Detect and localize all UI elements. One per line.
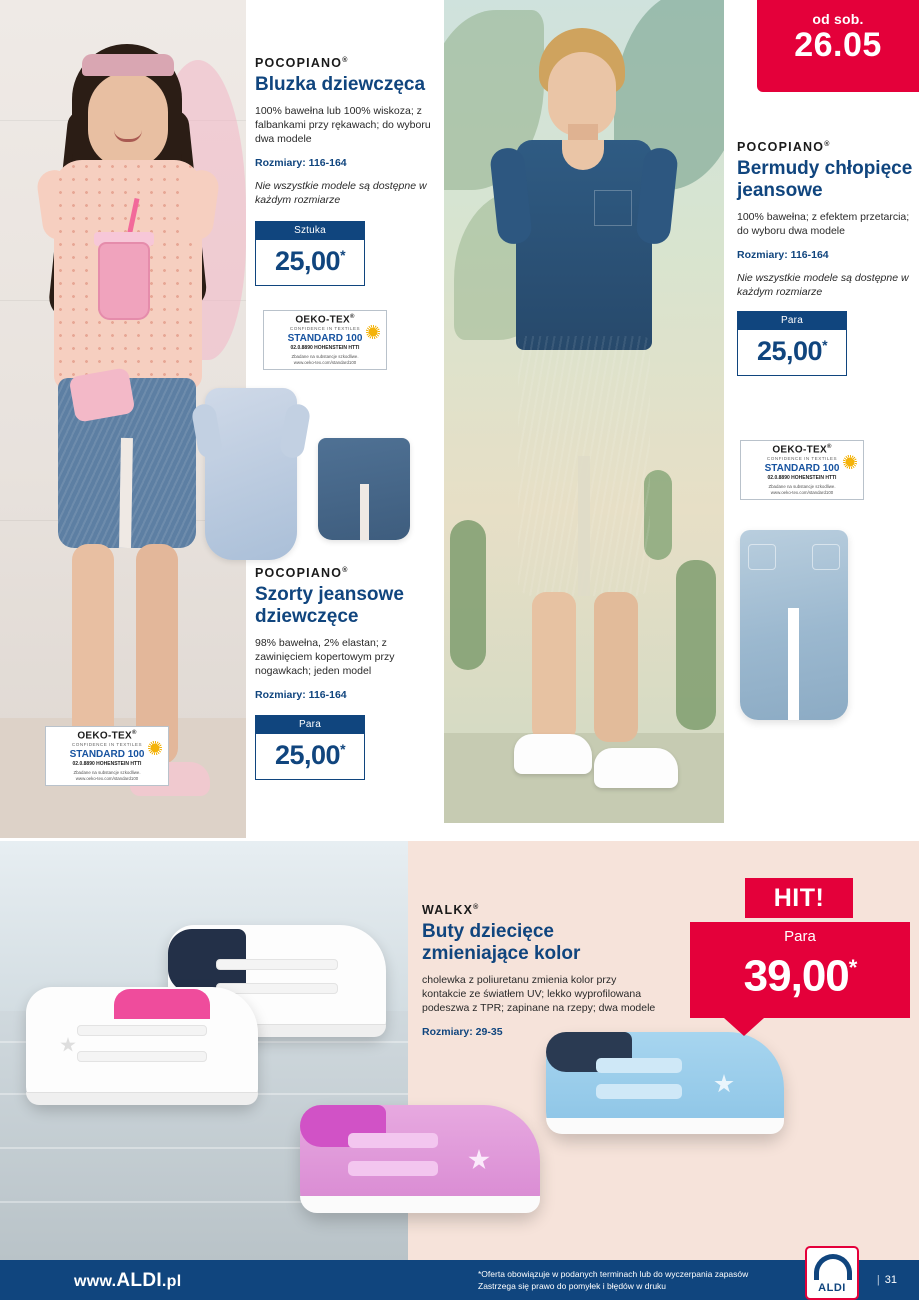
photo-boy [444,0,724,823]
product-image-bluzka [205,388,297,560]
sun-icon [366,325,380,339]
date-badge [757,0,919,92]
product-sizes: Rozmiary: 29-35 [422,1026,503,1038]
shoe-pink [300,1105,540,1213]
price-value: 39,00* [743,951,857,1001]
legal-text: *Oferta obowiązuje w podanych terminach lub do wyczerpania zapasów Zastrzega się prawo do pomyłek i błędów w druku [478,1269,749,1291]
price-value: 25,00* [738,330,846,375]
price-box-buty [690,922,910,1018]
product-image-bermudy [740,530,848,720]
price-unit: Para [784,928,816,945]
product-note: Nie wszystkie modele są dostępne w każdym rozmiarze [737,272,909,298]
sun-icon [148,741,162,755]
sunglasses-icon [82,54,174,76]
hit-badge: HIT! [745,878,853,918]
price-unit: Para [256,716,364,734]
product-title: Buty dziecięce zmieniające kolor [422,921,581,964]
price-box-szorty [255,715,365,780]
product-sizes: Rozmiary: 116-164 [737,249,829,261]
aldi-logo: ALDI [805,1246,859,1300]
price-value: 25,00* [256,240,364,285]
brand-label: POCOPIANO® [255,566,349,580]
page-footer [0,1260,919,1300]
product-bermudy [737,140,913,376]
price-unit: Para [738,312,846,330]
page-number: | 31 [876,1274,897,1286]
product-image-szorty [318,438,410,540]
shoe-white-front [26,987,258,1105]
price-value: 25,00* [256,734,364,779]
product-note: Nie wszystkie modele są dostępne w każdym rozmiarze [255,180,427,206]
product-title: Bluzka dziewczęca [255,74,426,95]
product-description: 100% bawełna; z efektem przetarcia; do wyboru dwa modele [737,211,910,237]
shoe-blue [546,1032,784,1134]
sun-icon [843,455,857,469]
date-value: 26.05 [794,26,882,64]
panel-boy-products [444,0,919,838]
product-sizes: Rozmiary: 116-164 [255,157,347,169]
oeko-tex-badge: OEKO-TEX® CONFIDENCE IN TEXTILES STANDARD 100 02.0.8890 HOHENSTEIN HTTI Zbadane na substancje szkodliwe. www.oeko-tex.com/standard100 [263,310,387,370]
brand-label: POCOPIANO® [737,140,831,154]
date-prefix: od sob. [812,11,864,27]
product-description: 98% bawełna, 2% elastan; z zawinięciem kopertowym przy nogawkach; jeden model [255,637,395,677]
product-sizes: Rozmiary: 116-164 [255,689,347,701]
product-buty [422,903,662,1038]
product-title: Bermudy chłopięce jeansowe [737,158,913,201]
product-bluzka [255,56,431,286]
brand-label: WALKX® [422,903,480,917]
website-url[interactable]: www.ALDI.pl [74,1270,182,1291]
product-szorty [255,566,431,780]
panel-girl-products [0,0,441,838]
brand-label: POCOPIANO® [255,56,349,70]
oeko-tex-badge: OEKO-TEX® CONFIDENCE IN TEXTILES STANDARD 100 02.0.8890 HOHENSTEIN HTTI Zbadane na substancje szkodliwe. www.oeko-tex.com/standard100 [740,440,864,500]
product-title: Szorty jeansowe dziewczęce [255,584,404,627]
product-description: 100% bawełna lub 100% wiskoza; z falbankami przy rękawach; do wyboru dwa modele [255,105,431,145]
price-box-bermudy [737,311,847,376]
price-box-bluzka [255,221,365,286]
product-description: cholewka z poliuretanu zmienia kolor przy kontakcie ze światłem UV; lekko wyprofilowana podeszwa z TPR; zapinane na rzepy; dwa modele [422,974,656,1014]
price-unit: Sztuka [256,222,364,240]
oeko-tex-badge: OEKO-TEX® CONFIDENCE IN TEXTILES STANDARD 100 02.0.8890 HOHENSTEIN HTTI Zbadane na substancje szkodliwe. www.oeko-tex.com/standard100 [45,726,169,786]
